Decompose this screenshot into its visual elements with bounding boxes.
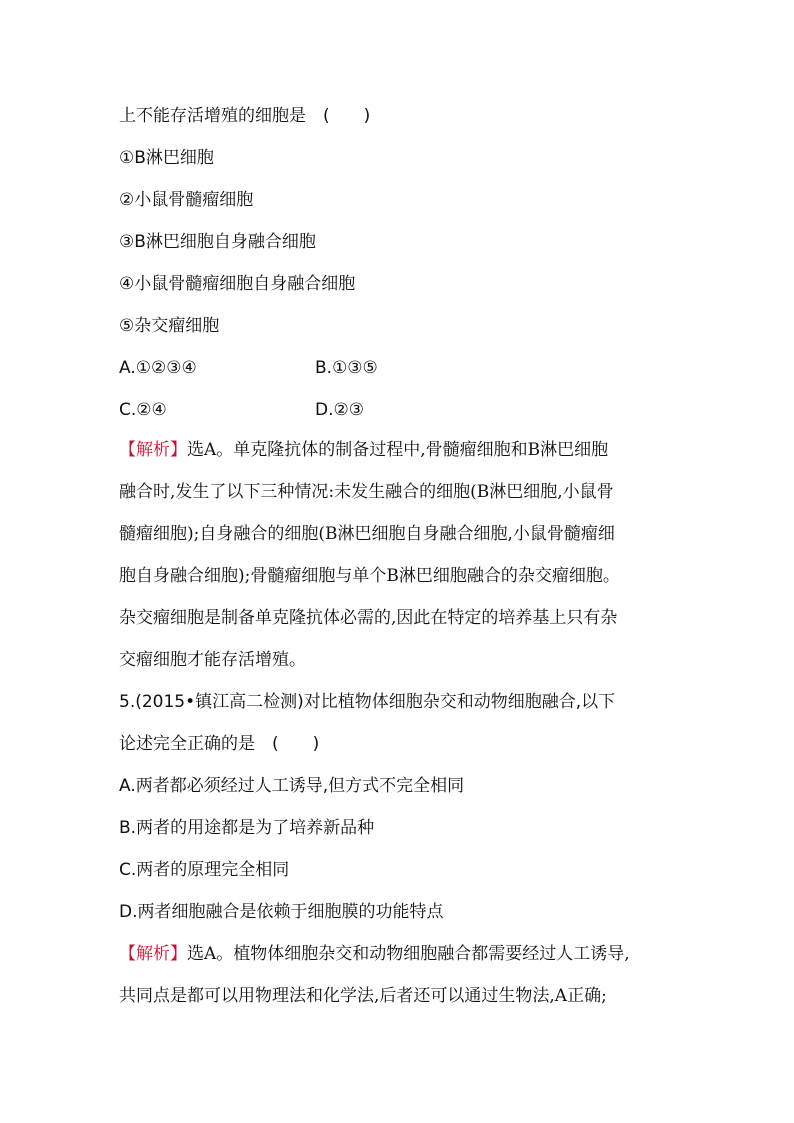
q4-item-5: ⑤杂交瘤细胞 [119, 316, 220, 336]
q5-option-d: D.两者细胞融合是依赖于细胞膜的功能特点 [119, 902, 444, 922]
q5-explanation-line-2: 共同点是都可以用物理法和化学法,后者还可以通过生物法,A正确; [119, 986, 607, 1006]
q4-explanation-line-2: 融合时,发生了以下三种情况:未发生融合的细胞(B淋巴细胞,小鼠骨 [119, 482, 614, 502]
q4-explanation-text-1: 选A。单克隆抗体的制备过程中,骨髓瘤细胞和B淋巴细胞 [187, 440, 609, 460]
q4-item-1: ①B淋巴细胞 [119, 148, 214, 168]
q4-explanation-line-3: 髓瘤细胞);自身融合的细胞(B淋巴细胞自身融合细胞,小鼠骨髓瘤细 [119, 524, 615, 544]
q5-option-a: A.两者都必须经过人工诱导,但方式不完全相同 [119, 776, 465, 796]
q5-explanation-tag: 【解析】 [119, 944, 187, 964]
q4-explanation-line-5: 杂交瘤细胞是制备单克隆抗体必需的,因此在特定的培养基上只有杂 [119, 608, 618, 628]
q4-item-3: ③B淋巴细胞自身融合细胞 [119, 232, 316, 252]
q4-stem-tail: 上不能存活增殖的细胞是 ( ) [119, 106, 371, 126]
q4-explanation-tag: 【解析】 [119, 440, 187, 460]
q5-explanation-text-1: 选A。植物体细胞杂交和动物细胞融合都需要经过人工诱导, [187, 944, 630, 964]
q4-option-row-1 [119, 356, 197, 380]
q4-item-2: ②小鼠骨髓瘤细胞 [119, 190, 254, 210]
q5-explanation-line-1 [119, 942, 630, 966]
q4-option-a: A.①②③④ [119, 358, 197, 378]
q5-stem-line-1: 5.(2015•镇江高二检测)对比植物体细胞杂交和动物细胞融合,以下 [119, 692, 616, 712]
q4-option-c: C.②④ [119, 400, 167, 420]
q5-option-c: C.两者的原理完全相同 [119, 860, 290, 880]
q4-explanation-line-6: 交瘤细胞才能存活增殖。 [119, 650, 306, 670]
q5-stem-line-2: 论述完全正确的是 ( ) [119, 734, 320, 754]
q4-option-d: D.②③ [315, 400, 364, 420]
q5-option-b: B.两者的用途都是为了培养新品种 [119, 818, 375, 838]
q4-explanation-line-1 [119, 438, 608, 462]
q4-item-4: ④小鼠骨髓瘤细胞自身融合细胞 [119, 274, 356, 294]
q4-explanation-line-4: 胞自身融合细胞);骨髓瘤细胞与单个B淋巴细胞融合的杂交瘤细胞。 [119, 566, 620, 586]
q4-option-b: B.①③⑤ [315, 358, 378, 378]
